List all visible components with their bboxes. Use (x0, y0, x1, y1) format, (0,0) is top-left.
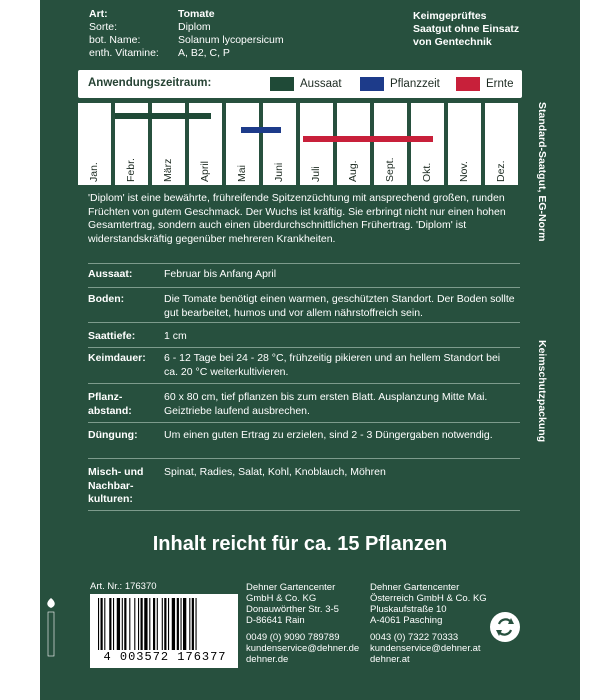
address-line: 0049 (0) 9090 789789 (246, 632, 340, 643)
address-line: kundenservice@dehner.de (246, 643, 360, 654)
harvest-bar (303, 136, 433, 142)
address-line: GmbH & Co. KG (246, 593, 317, 604)
row-key: Pflanz- abstand: (88, 391, 132, 417)
row-value: Spinat, Radies, Salat, Kohl, Knoblauch, Möhren (164, 466, 386, 478)
barcode (90, 594, 238, 668)
address-line: Österreich GmbH & Co. KG (370, 593, 487, 604)
row-value: Februar bis Anfang April (164, 268, 277, 280)
info-labels (89, 8, 159, 60)
address-line: 0043 (0) 7322 70333 (370, 632, 459, 643)
month-column (263, 103, 296, 185)
fsc-logo (44, 596, 58, 660)
info-values (178, 8, 284, 60)
row-value: Um einen guten Ertrag zu erzielen, sind 2 - 3 Düngergaben notwendig. (164, 429, 493, 441)
row-value: Die Tomate benötigt einen warmen, geschützten Standort. Der Boden sollte gut bearbeitet, humos und vor allem nährstoffreich sein. (164, 293, 515, 319)
month-label: Juni (273, 162, 285, 182)
side-text-germ-protection: Keimschutzpackung (536, 340, 548, 443)
legend-swatch (270, 77, 294, 91)
barcode-bars (98, 598, 230, 650)
month-column (226, 103, 259, 185)
info-value: Diplom (178, 21, 211, 33)
note-line: von Gentechnik (413, 36, 492, 48)
month-label: Mai (236, 165, 248, 182)
legend-sowing (270, 76, 342, 91)
month-label: Aug. (347, 160, 359, 182)
divider (88, 422, 520, 423)
month-column (300, 103, 333, 185)
month-label: Dez. (495, 160, 507, 182)
calendar-header (78, 70, 522, 98)
divider (88, 383, 520, 384)
month-label: April (199, 160, 211, 182)
row-value: 6 - 12 Tage bei 24 - 28 °C, frühzeitig pikieren und an hellem Standort bei ca. 20 °C weiterkultivieren. (164, 352, 501, 378)
info-value: Solanum lycopersicum (178, 34, 284, 46)
divider (88, 510, 520, 511)
divider (88, 322, 520, 323)
barcode-number: 4 003572 176377 (103, 650, 227, 664)
address-line: dehner.de (246, 654, 289, 665)
recycling-icon (490, 612, 520, 642)
month-column (485, 103, 518, 185)
calendar-months (78, 103, 522, 185)
month-label: Nov. (458, 161, 470, 182)
legend-label: Pflanzzeit (390, 77, 440, 90)
month-column (78, 103, 111, 185)
product-info (83, 8, 533, 66)
info-label: bot. Name: (89, 34, 141, 46)
month-label: Jan. (88, 162, 100, 182)
info-value: A, B2, C, P (178, 47, 230, 59)
month-label: Sept. (384, 157, 396, 182)
address-austria (370, 582, 487, 665)
row-value: 1 cm (164, 330, 187, 342)
side-text-standard: Standard-Saatgut, EG-Norm (536, 102, 548, 242)
info-value: Tomate (178, 8, 215, 20)
row-key: Misch- und Nachbar- kulturen: (88, 466, 144, 505)
month-column (374, 103, 407, 185)
info-label: enth. Vitamine: (89, 47, 159, 59)
row-value: 60 x 80 cm, tief pflanzen bis zum ersten Blatt. Ausplanzung Mitte Mai. Geiztriebe laufend ausbrechen. (164, 391, 488, 417)
planting-bar (241, 127, 281, 133)
address-line: A-4061 Pasching (370, 615, 443, 626)
address-germany (246, 582, 359, 665)
address-line: Pluskaufstraße 10 (370, 604, 447, 615)
address-line: dehner.at (370, 654, 410, 665)
note-line: Saatgut ohne Einsatz (413, 23, 520, 35)
month-label: Febr. (125, 158, 137, 182)
note-line: Keimgeprüftes (413, 10, 487, 22)
gmo-free-note (413, 10, 519, 49)
row-key: Düngung: (88, 429, 138, 441)
divider (88, 287, 520, 288)
legend-planting (360, 76, 440, 91)
row-key: Keimdauer: (88, 352, 146, 364)
address-line: Dehner Gartencenter (370, 582, 460, 593)
divider (88, 263, 520, 264)
legend-swatch (360, 77, 384, 91)
info-label: Art: (89, 8, 108, 20)
address-line: kundenservice@dehner.at (370, 643, 481, 654)
legend-harvest (456, 76, 514, 91)
month-label: Okt. (421, 162, 433, 182)
variety-description: 'Diplom' ist eine bewährte, frühreifende Spitzenzüchtung mit ansprechend großen, runden Früchten von gutem Geschmack. Der Wuchs ist kräftig. Sie erbringt nicht nur einen hohen Gesamtertrag, sondern auch einen überdurchschnittlichen Frühertrag. 'Diplom' ist widerstandskräftig gegenüber mehreren Krankheiten. (88, 192, 506, 245)
address-line: Donauwörther Str. 3-5 (246, 604, 339, 615)
article-number: Art. Nr.: 176370 (90, 581, 157, 592)
content-headline: Inhalt reicht für ca. 15 Pflanzen (152, 533, 448, 555)
month-column (448, 103, 481, 185)
divider (88, 458, 520, 459)
address-line: D-86641 Rain (246, 615, 305, 626)
sowing-bar (115, 113, 211, 119)
divider (88, 347, 520, 348)
month-label: Juli (310, 166, 322, 182)
address-line: Dehner Gartencenter (246, 582, 336, 593)
row-key: Saattiefe: (88, 330, 136, 342)
month-label: März (162, 158, 174, 182)
legend-label: Aussaat (300, 77, 342, 90)
row-key: Aussaat: (88, 268, 133, 280)
month-column (337, 103, 370, 185)
row-key: Boden: (88, 293, 125, 305)
month-column (411, 103, 444, 185)
info-label: Sorte: (89, 21, 118, 33)
legend-swatch (456, 77, 480, 91)
legend-label: Ernte (486, 77, 514, 90)
calendar-title: Anwendungszeitraum: (88, 77, 212, 89)
